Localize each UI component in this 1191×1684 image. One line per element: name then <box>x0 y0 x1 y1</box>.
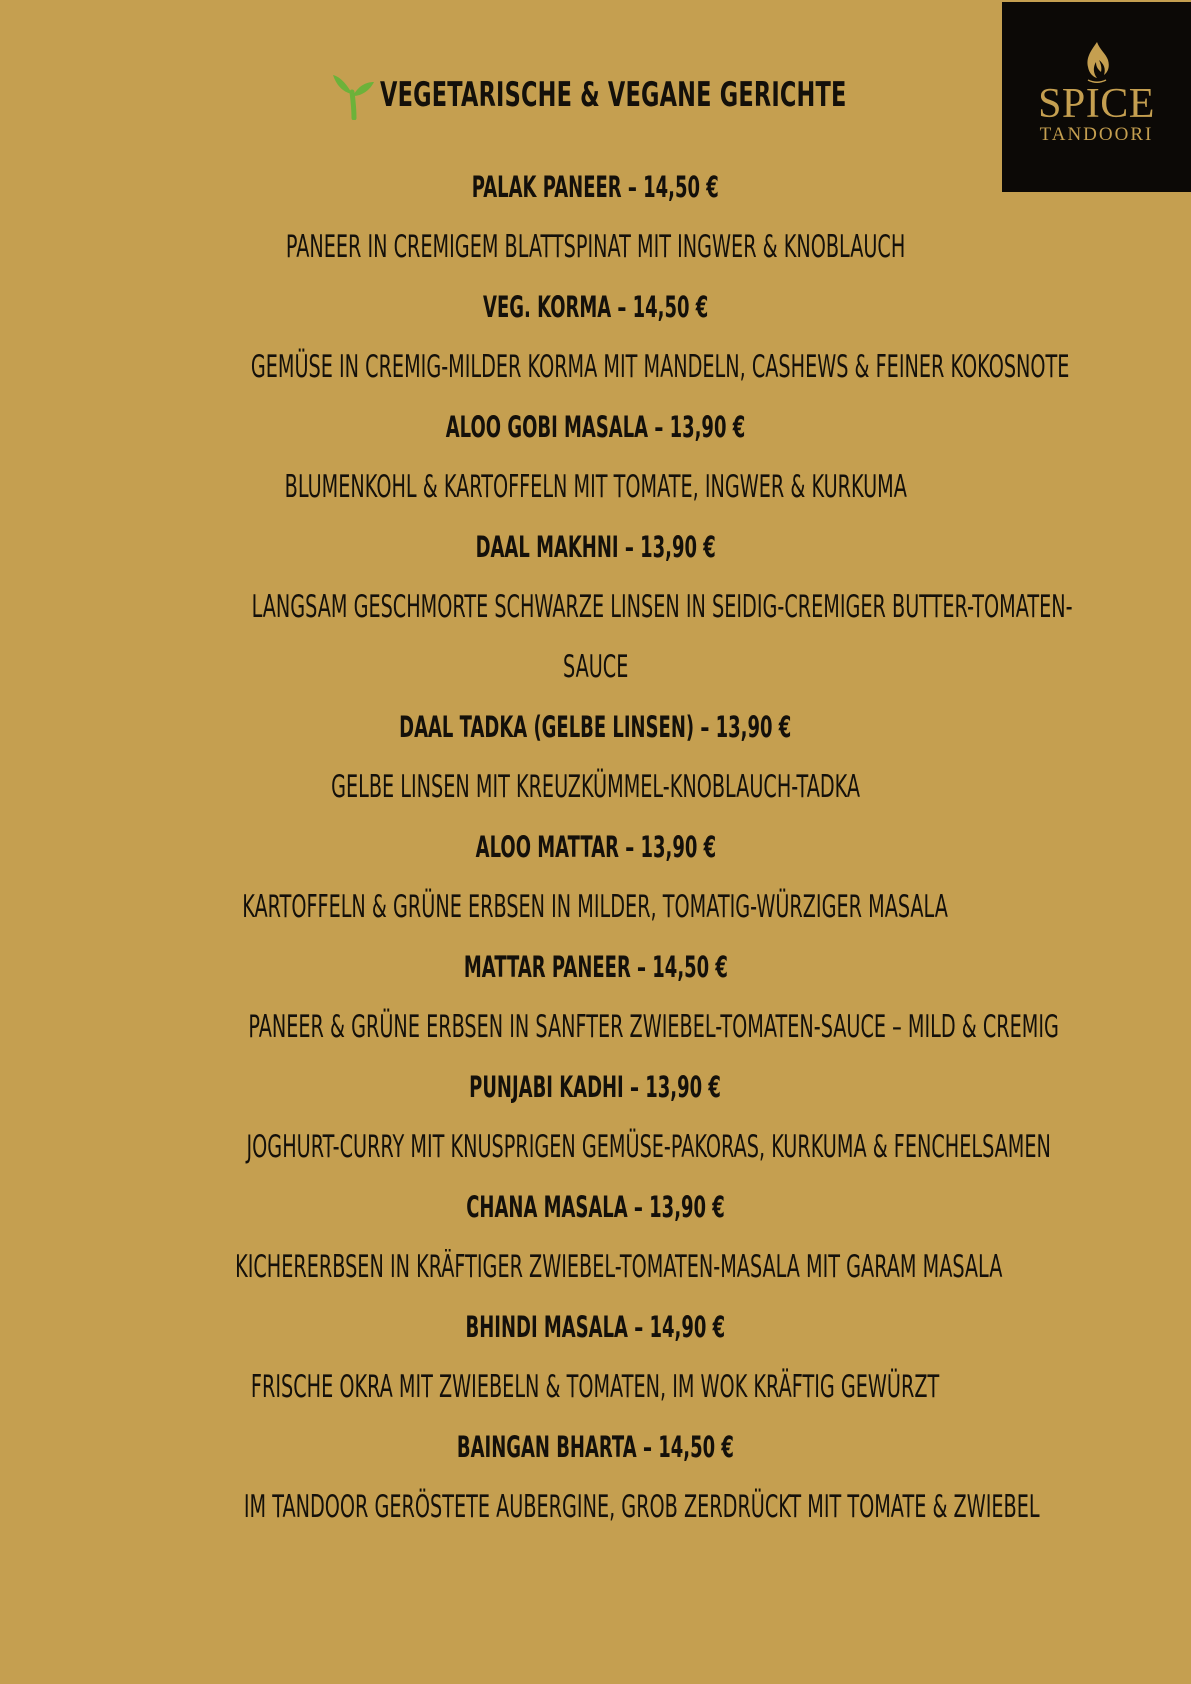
dish-name-text: BHINDI MASALA – 14,90 € <box>465 1310 726 1344</box>
logo-subtitle: TANDOORI <box>1039 124 1154 145</box>
dish-name <box>0 817 1191 877</box>
dish-description <box>0 877 1191 937</box>
dish-description-text: GEMÜSE IN CREMIG-MILDER KORMA MIT MANDELN, CASHEWS & FEINER KOKOSNOTE <box>250 349 1070 385</box>
dish-name-text: DAAL TADKA (GELBE LINSEN) – 13,90 € <box>399 710 792 744</box>
dish-description <box>0 457 1191 517</box>
dish-description <box>0 637 1191 697</box>
dish-name-text: ALOO MATTAR – 13,90 € <box>475 830 716 864</box>
dish-name <box>0 277 1191 337</box>
dish-description <box>0 1117 1191 1177</box>
dish-description-text: PANEER IN CREMIGEM BLATTSPINAT MIT INGWER & KNOBLAUCH <box>285 229 906 265</box>
dish-description <box>0 577 1191 637</box>
dish-name-text: PALAK PANEER – 14,50 € <box>471 170 720 204</box>
dish-description-text: SAUCE <box>562 649 629 685</box>
dish-description-text: GELBE LINSEN MIT KREUZKÜMMEL-KNOBLAUCH-TADKA <box>331 769 860 805</box>
dish-description-text: JOGHURT-CURRY MIT KNUSPRIGEN GEMÜSE-PAKORAS, KURKUMA & FENCHELSAMEN <box>246 1129 1051 1165</box>
dish-description <box>0 1357 1191 1417</box>
dish-description <box>0 997 1191 1057</box>
dish-description-text: FRISCHE OKRA MIT ZWIEBELN & TOMATEN, IM WOK KRÄFTIG GEWÜRZT <box>251 1369 940 1405</box>
dish-description <box>0 1237 1191 1297</box>
dish-description <box>0 337 1191 397</box>
dish-name-text: MATTAR PANEER – 14,50 € <box>463 950 728 984</box>
dish-name-text: DAAL MAKHNI – 13,90 € <box>475 530 716 564</box>
page-title: VEGETARISCHE & VEGANE GERICHTE <box>379 75 847 115</box>
dish-description-text: BLUMENKOHL & KARTOFFELN MIT TOMATE, INGWER & KURKUMA <box>284 469 907 505</box>
dish-description-text: IM TANDOOR GERÖSTETE AUBERGINE, GROB ZERDRÜCKT MIT TOMATE & ZWIEBEL <box>243 1489 1040 1525</box>
logo-name: SPICE <box>1038 81 1155 127</box>
dish-description-text: KARTOFFELN & GRÜNE ERBSEN IN MILDER, TOMATIG-WÜRZIGER MASALA <box>242 889 949 925</box>
dish-name <box>0 697 1191 757</box>
dish-name-text: BAINGAN BHARTA – 14,50 € <box>457 1430 734 1464</box>
dish-description <box>0 757 1191 817</box>
dish-name <box>0 1417 1191 1477</box>
dish-description-text: LANGSAM GESCHMORTE SCHWARZE LINSEN IN SEIDIG-CREMIGER BUTTER-TOMATEN- <box>251 589 1073 625</box>
dish-name-text: CHANA MASALA – 13,90 € <box>466 1190 725 1224</box>
dish-description <box>0 1477 1191 1537</box>
dish-description <box>0 217 1191 277</box>
dish-name <box>0 157 1191 217</box>
dish-name <box>0 1297 1191 1357</box>
dish-name <box>0 937 1191 997</box>
dish-name <box>0 397 1191 457</box>
dish-description-text: PANEER & GRÜNE ERBSEN IN SANFTER ZWIEBEL-TOMATEN-SAUCE – MILD & CREMIG <box>248 1009 1059 1045</box>
dish-name-text: VEG. KORMA – 14,50 € <box>482 290 709 324</box>
dish-name-text: PUNJABI KADHI – 13,90 € <box>469 1070 722 1104</box>
dish-name-text: ALOO GOBI MASALA – 13,90 € <box>445 410 746 444</box>
menu-list <box>0 157 1191 1537</box>
dish-description-text: KICHERERBSEN IN KRÄFTIGER ZWIEBEL-TOMATEN-MASALA MIT GARAM MASALA <box>235 1249 1003 1285</box>
dish-name <box>0 517 1191 577</box>
dish-name <box>0 1177 1191 1237</box>
dish-name <box>0 1057 1191 1117</box>
section-heading <box>0 70 1191 120</box>
sprout-icon <box>332 70 376 120</box>
